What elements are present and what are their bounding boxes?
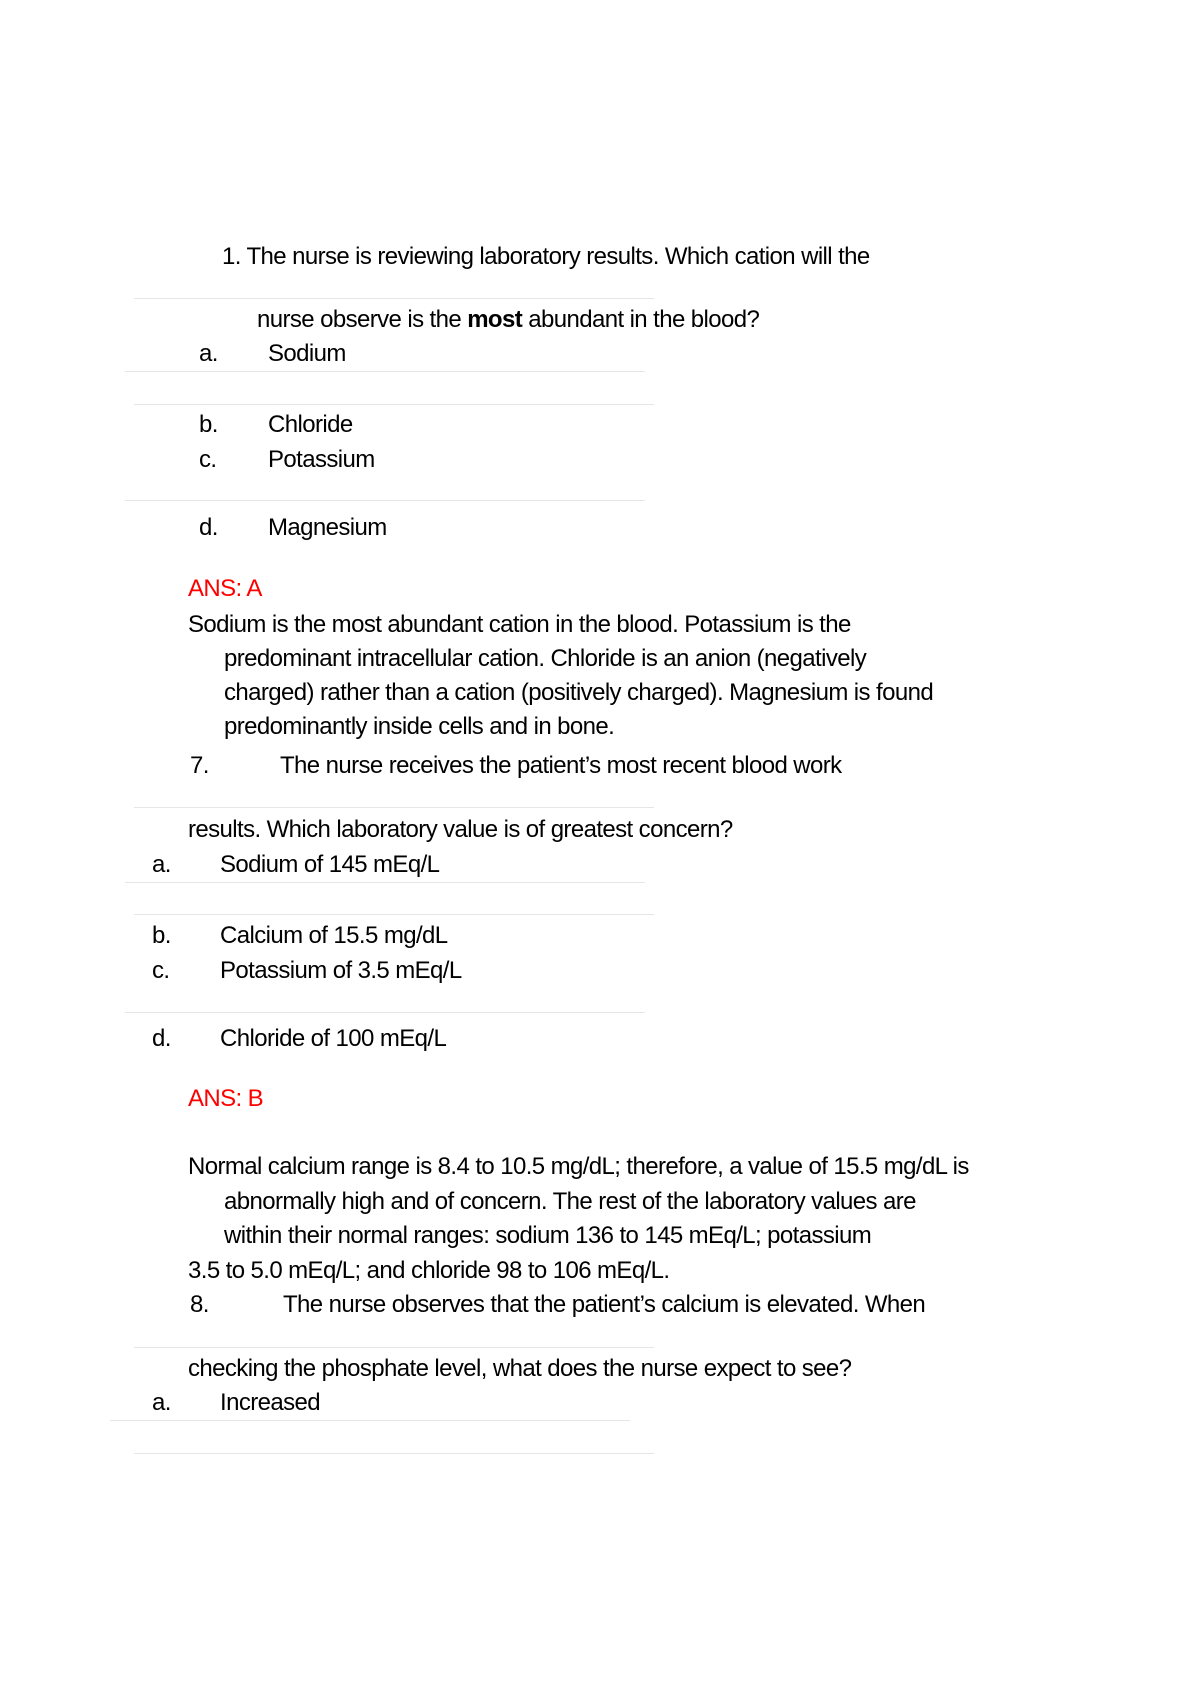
q7-rationale-line2: abnormally high and of concern. The rest of the laboratory values are [224, 1188, 916, 1215]
q8-number: 8. [190, 1291, 209, 1318]
divider [134, 298, 654, 299]
q7-rationale-line3: within their normal ranges: sodium 136 to 145 mEq/L; potassium [224, 1222, 872, 1249]
divider [134, 914, 654, 915]
q1-stem-line1: 1. The nurse is reviewing laboratory results. Which cation will the [222, 243, 870, 270]
divider [125, 371, 645, 372]
q7-stem-line2: results. Which laboratory value is of greatest concern? [188, 816, 733, 843]
q8-option-letter-a: a. [152, 1389, 171, 1416]
q1-option-text-a: Sodium [268, 340, 346, 367]
q1-option-letter-d: d. [199, 514, 218, 541]
q8-option-text-a: Increased [220, 1389, 320, 1416]
divider [125, 882, 645, 883]
q1-option-text-c: Potassium [268, 446, 375, 473]
q7-stem-line1: The nurse receives the patient’s most recent blood work [280, 752, 842, 779]
q1-rationale-line1: Sodium is the most abundant cation in the blood. Potassium is the [188, 611, 851, 638]
q1-option-text-d: Magnesium [268, 514, 387, 541]
q7-rationale-line4: 3.5 to 5.0 mEq/L; and chloride 98 to 106 mEq/L. [188, 1257, 670, 1284]
divider [125, 500, 645, 501]
q1-rationale-line2: predominant intracellular cation. Chloride is an anion (negatively [224, 645, 867, 672]
divider [110, 1420, 630, 1421]
q7-option-text-d: Chloride of 100 mEq/L [220, 1025, 447, 1052]
q7-option-text-b: Calcium of 15.5 mg/dL [220, 922, 448, 949]
q1-stem-line2: nurse observe is the most abundant in the blood? [257, 306, 760, 333]
q7-number: 7. [190, 752, 209, 779]
divider [125, 1012, 645, 1013]
q1-option-letter-a: a. [199, 340, 218, 367]
q7-option-text-a: Sodium of 145 mEq/L [220, 851, 440, 878]
q1-option-text-b: Chloride [268, 411, 353, 438]
q8-stem-line1: The nurse observes that the patient’s calcium is elevated. When [283, 1291, 926, 1318]
q7-option-letter-a: a. [152, 851, 171, 878]
divider [134, 807, 654, 808]
q7-option-text-c: Potassium of 3.5 mEq/L [220, 957, 462, 984]
q7-option-letter-b: b. [152, 922, 171, 949]
q7-rationale-line1: Normal calcium range is 8.4 to 10.5 mg/dL; therefore, a value of 15.5 mg/dL is [188, 1153, 969, 1180]
divider [134, 404, 654, 405]
q7-option-letter-d: d. [152, 1025, 171, 1052]
divider [134, 1347, 654, 1348]
q1-option-letter-c: c. [199, 446, 217, 473]
divider [134, 1453, 654, 1454]
q1-option-letter-b: b. [199, 411, 218, 438]
q1-answer: ANS: A [188, 575, 262, 602]
q7-option-letter-c: c. [152, 957, 170, 984]
q1-stem-bold: most [467, 306, 523, 333]
q7-answer: ANS: B [188, 1085, 264, 1112]
q8-stem-line2: checking the phosphate level, what does the nurse expect to see? [188, 1355, 852, 1382]
q1-rationale-line3: charged) rather than a cation (positively charged). Magnesium is found [224, 679, 934, 706]
q1-rationale-line4: predominantly inside cells and in bone. [224, 713, 615, 740]
